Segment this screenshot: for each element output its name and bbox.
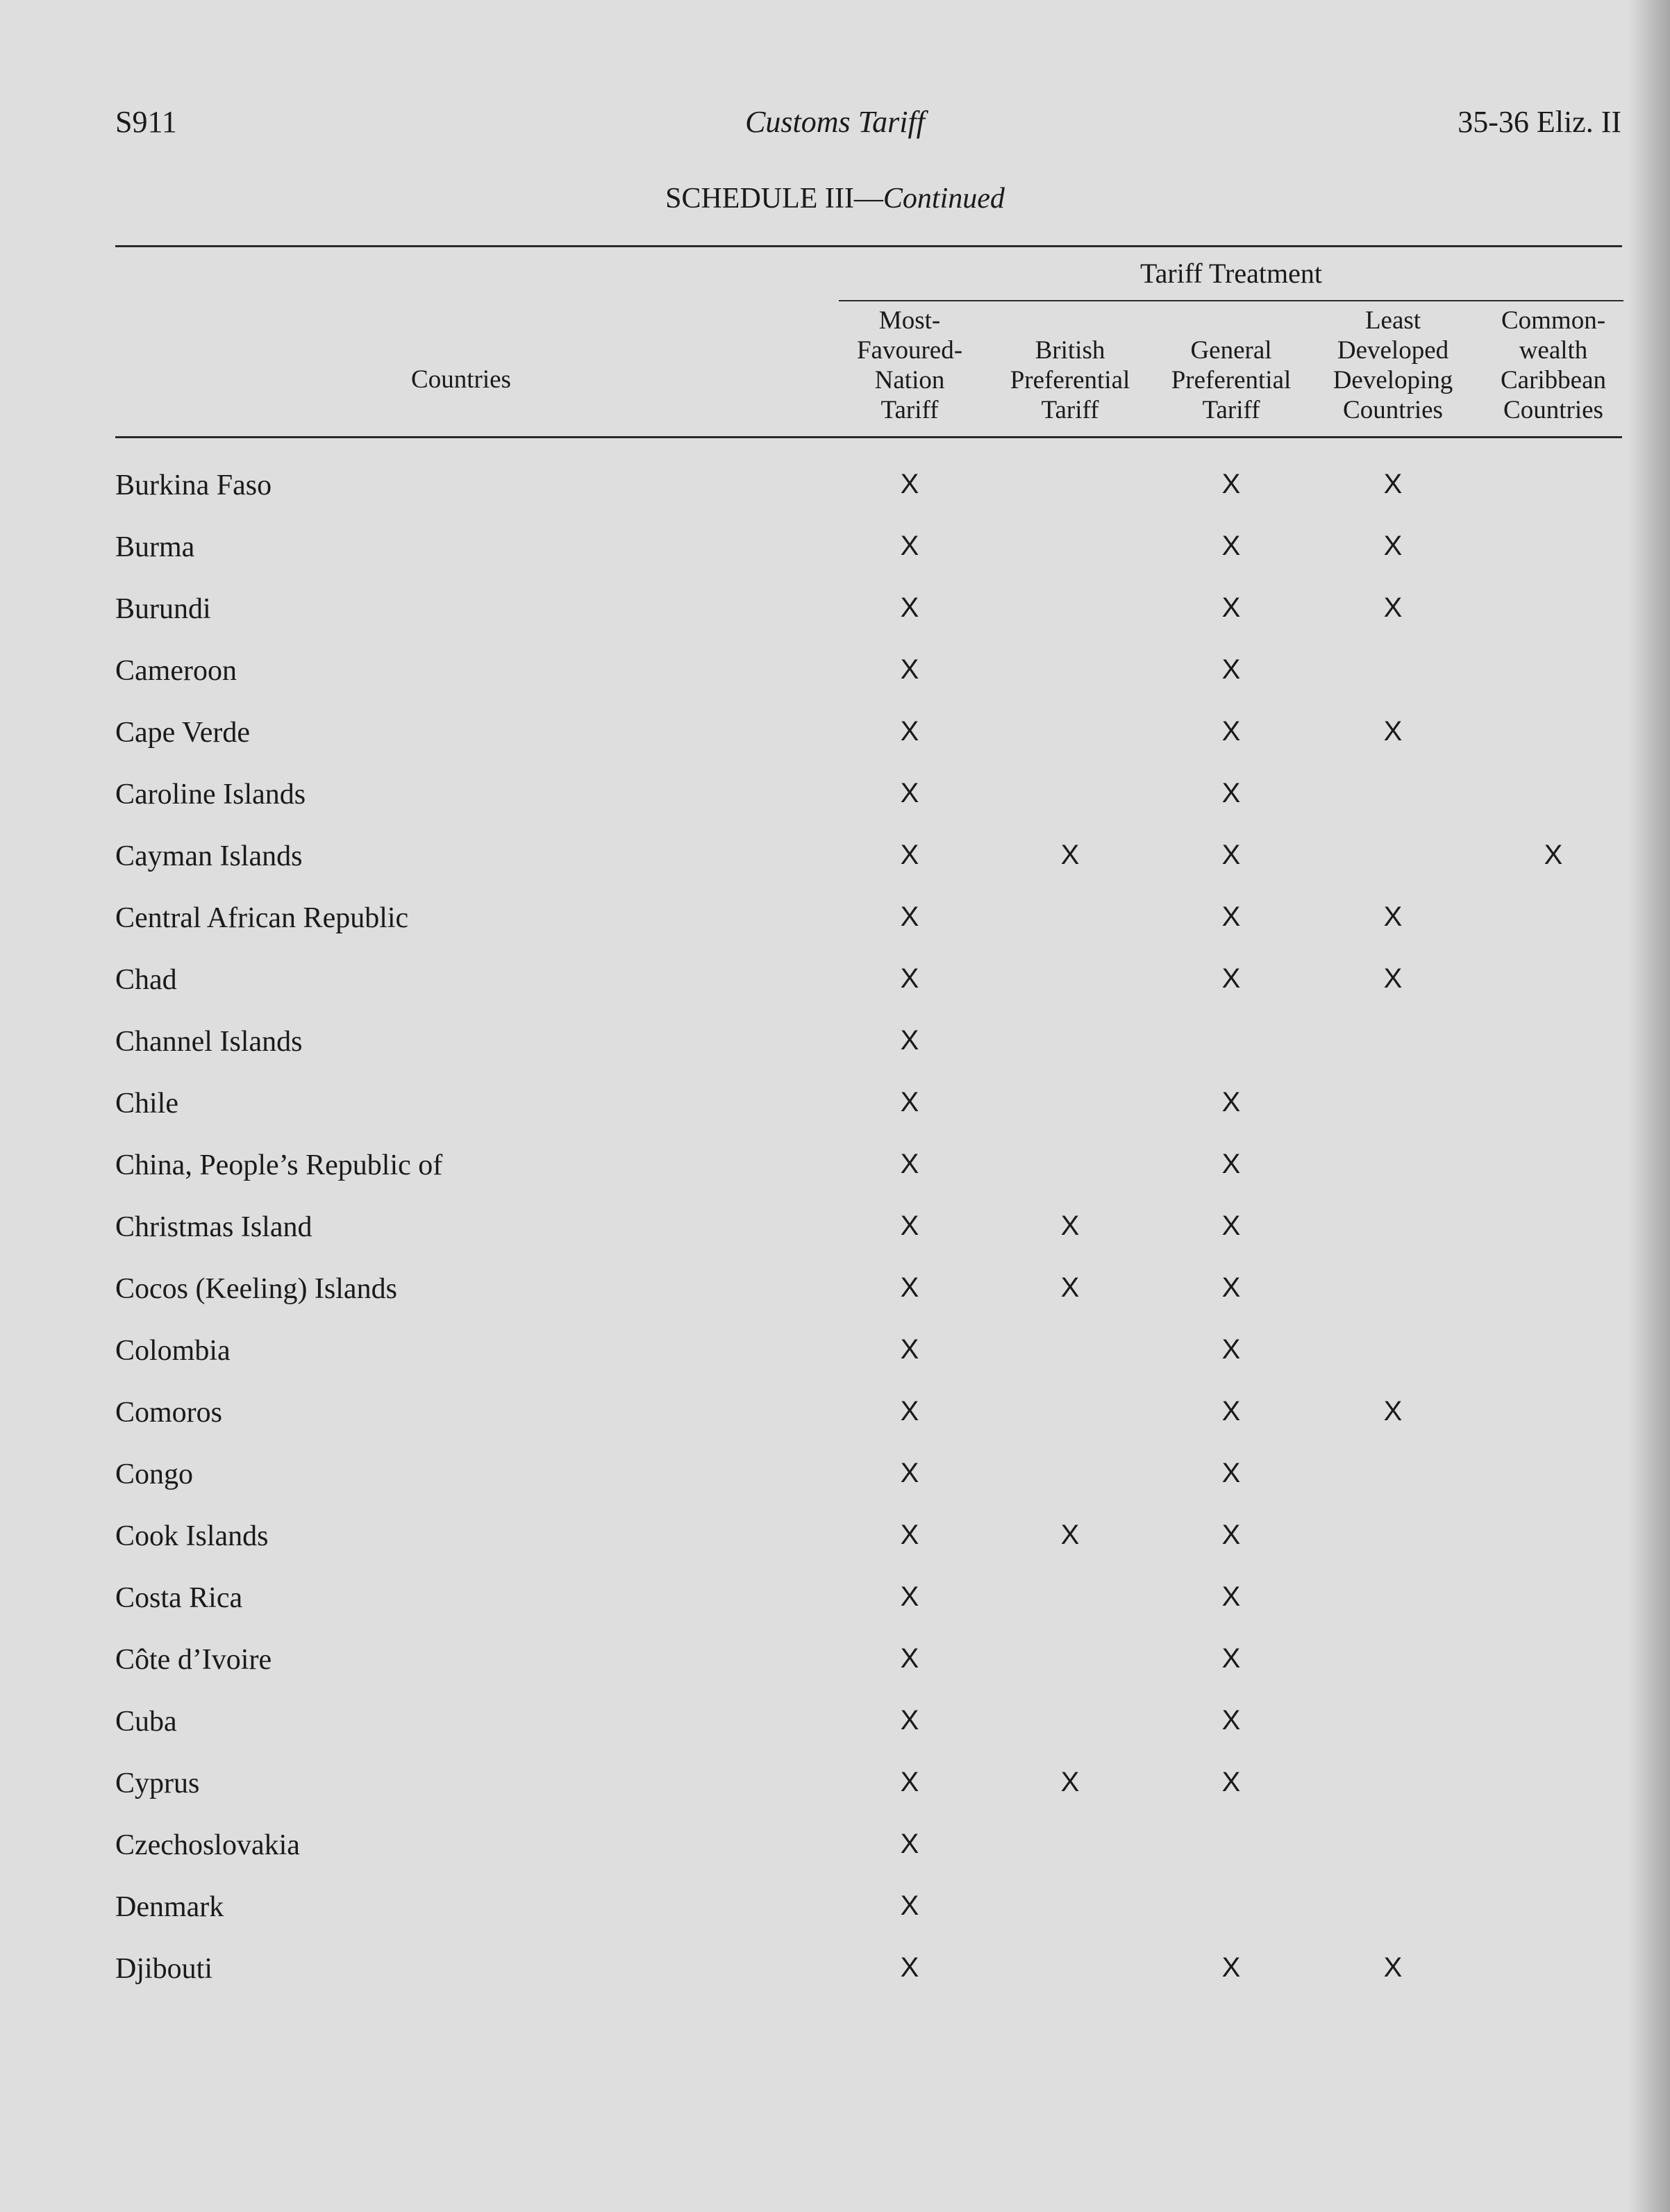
table-row <box>0 1705 1670 1747</box>
tariff-treatment-header: Tariff Treatment <box>1140 258 1322 289</box>
mark-mfn: X <box>900 1520 919 1550</box>
table-row <box>0 1767 1670 1808</box>
mark-gpt: X <box>1221 1396 1241 1427</box>
column-header-ccc-line: wealth <box>1519 336 1588 365</box>
column-header-ldc-line: Countries <box>1343 396 1443 424</box>
column-header-mfn-line: Nation <box>874 366 945 394</box>
country-name: China, People’s Republic of <box>115 1149 443 1181</box>
column-header-ldc-line: Developing <box>1333 366 1453 394</box>
column-header-bpt-line: Tariff <box>1041 396 1099 424</box>
table-row <box>0 1829 1670 1870</box>
mark-gpt: X <box>1221 1087 1241 1117</box>
mark-gpt: X <box>1221 1334 1241 1365</box>
mark-mfn: X <box>900 1272 919 1303</box>
mark-gpt: X <box>1221 1581 1241 1612</box>
running-title: Customs Tariff <box>745 105 925 139</box>
mark-mfn: X <box>900 592 919 623</box>
mark-mfn: X <box>900 778 919 808</box>
country-name: Burma <box>115 531 195 563</box>
table-row <box>0 840 1670 881</box>
table-row <box>0 1334 1670 1376</box>
table-row <box>0 1581 1670 1623</box>
country-name: Chile <box>115 1088 178 1120</box>
column-header-ldc-line: Developed <box>1337 336 1449 365</box>
mark-mfn: X <box>900 1025 919 1056</box>
country-name: Czechoslovakia <box>115 1829 300 1861</box>
mark-mfn: X <box>900 1952 919 1983</box>
column-header-ldc-line: Least <box>1364 306 1421 335</box>
mark-gpt: X <box>1221 778 1241 808</box>
table-row <box>0 531 1670 572</box>
mark-mfn: X <box>900 1705 919 1736</box>
mark-mfn: X <box>900 1396 919 1427</box>
mark-ccc: X <box>1544 840 1563 870</box>
mark-ldc: X <box>1383 963 1403 994</box>
country-name: Caroline Islands <box>115 779 306 810</box>
table-row <box>0 1458 1670 1499</box>
mark-mfn: X <box>900 1829 919 1859</box>
mark-gpt: X <box>1221 963 1241 994</box>
table-row <box>0 1952 1670 1994</box>
table-row <box>0 469 1670 510</box>
mark-gpt: X <box>1221 1767 1241 1797</box>
table-row <box>0 1211 1670 1252</box>
country-name: Burkina Faso <box>115 469 272 501</box>
table-row <box>0 901 1670 943</box>
mark-bpt: X <box>1060 840 1080 870</box>
mark-gpt: X <box>1221 654 1241 685</box>
country-name: Christmas Island <box>115 1211 312 1243</box>
mark-ldc: X <box>1383 901 1403 932</box>
table-row <box>0 716 1670 758</box>
column-header-mfn-line: Tariff <box>880 396 939 424</box>
mark-gpt: X <box>1221 1458 1241 1488</box>
column-header-gpt-line: General <box>1190 336 1272 365</box>
mark-mfn: X <box>900 469 919 499</box>
column-header-gpt-line: Tariff <box>1202 396 1260 424</box>
mark-gpt: X <box>1221 716 1241 747</box>
mark-ldc: X <box>1383 531 1403 561</box>
country-name: Cook Islands <box>115 1520 269 1552</box>
schedule-continued: Continued <box>883 183 1005 215</box>
mark-gpt: X <box>1221 1520 1241 1550</box>
schedule-title <box>0 182 1670 215</box>
table-row <box>0 1520 1670 1561</box>
country-name: Colombia <box>115 1335 231 1367</box>
table-row <box>0 1890 1670 1932</box>
mark-gpt: X <box>1221 1149 1241 1179</box>
mark-bpt: X <box>1060 1520 1080 1550</box>
mark-mfn: X <box>900 901 919 932</box>
column-header-mfn-line: Most- <box>878 306 941 335</box>
country-name: Comoros <box>115 1397 223 1429</box>
mark-ldc: X <box>1383 469 1403 499</box>
mark-ldc: X <box>1383 716 1403 747</box>
mark-mfn: X <box>900 1767 919 1797</box>
mark-mfn: X <box>900 1581 919 1612</box>
column-header-ccc-line: Countries <box>1503 396 1603 424</box>
mark-bpt: X <box>1060 1767 1080 1797</box>
regnal-year <box>1458 104 1621 140</box>
mark-gpt: X <box>1221 1705 1241 1736</box>
country-name: Côte d’Ivoire <box>115 1644 272 1676</box>
mark-mfn: X <box>900 840 919 870</box>
mark-gpt: X <box>1221 592 1241 623</box>
mark-mfn: X <box>900 1890 919 1921</box>
mark-gpt: X <box>1221 1272 1241 1303</box>
country-name: Cuba <box>115 1706 177 1738</box>
regnal-text: 35-36 Eliz. II <box>1458 105 1621 139</box>
mark-ldc: X <box>1383 1952 1403 1983</box>
table-row <box>0 1272 1670 1314</box>
table-row <box>0 778 1670 820</box>
mark-mfn: X <box>900 716 919 747</box>
schedule-label: SCHEDULE III— <box>665 183 883 215</box>
country-name: Channel Islands <box>115 1026 303 1058</box>
column-header-gpt-line: Preferential <box>1171 366 1292 394</box>
mark-mfn: X <box>900 654 919 685</box>
mark-bpt: X <box>1060 1272 1080 1303</box>
mark-gpt: X <box>1221 531 1241 561</box>
mark-mfn: X <box>900 1087 919 1117</box>
group-rule <box>839 300 1623 301</box>
mark-gpt: X <box>1221 901 1241 932</box>
column-header-bpt-line: British <box>1035 336 1105 365</box>
table-row <box>0 1087 1670 1129</box>
country-name: Cape Verde <box>115 717 250 749</box>
column-header-bpt-line: Preferential <box>1010 366 1130 394</box>
mark-mfn: X <box>900 531 919 561</box>
country-name: Central African Republic <box>115 902 409 934</box>
header-bottom-rule <box>115 436 1622 438</box>
country-name: Cayman Islands <box>115 840 303 872</box>
mark-gpt: X <box>1221 1211 1241 1241</box>
mark-mfn: X <box>900 1149 919 1179</box>
table-row <box>0 1149 1670 1190</box>
table-row <box>0 654 1670 696</box>
country-name: Cameroon <box>115 655 237 687</box>
column-header-ccc-line: Common- <box>1501 306 1606 335</box>
mark-mfn: X <box>900 1211 919 1241</box>
table-row <box>0 1025 1670 1067</box>
countries-header: Countries <box>411 365 511 394</box>
table-row <box>0 963 1670 1005</box>
mark-bpt: X <box>1060 1211 1080 1241</box>
mark-mfn: X <box>900 1334 919 1365</box>
mark-mfn: X <box>900 1458 919 1488</box>
mark-gpt: X <box>1221 1643 1241 1674</box>
country-name: Chad <box>115 964 177 996</box>
page-number: S911 <box>115 105 177 139</box>
mark-gpt: X <box>1221 469 1241 499</box>
mark-ldc: X <box>1383 1396 1403 1427</box>
country-name: Costa Rica <box>115 1582 243 1614</box>
country-name: Burundi <box>115 593 211 625</box>
table-row <box>0 1643 1670 1685</box>
mark-mfn: X <box>900 1643 919 1674</box>
country-name: Congo <box>115 1458 194 1490</box>
mark-gpt: X <box>1221 1952 1241 1983</box>
country-name: Cyprus <box>115 1768 200 1799</box>
table-row <box>0 592 1670 634</box>
column-header-ccc-line: Caribbean <box>1500 366 1607 394</box>
top-rule <box>115 245 1622 247</box>
country-name: Denmark <box>115 1891 224 1923</box>
mark-ldc: X <box>1383 592 1403 623</box>
table-row <box>0 1396 1670 1438</box>
country-name: Djibouti <box>115 1953 213 1985</box>
column-header-mfn-line: Favoured- <box>856 336 963 365</box>
mark-gpt: X <box>1221 840 1241 870</box>
mark-mfn: X <box>900 963 919 994</box>
country-name: Cocos (Keeling) Islands <box>115 1273 397 1305</box>
